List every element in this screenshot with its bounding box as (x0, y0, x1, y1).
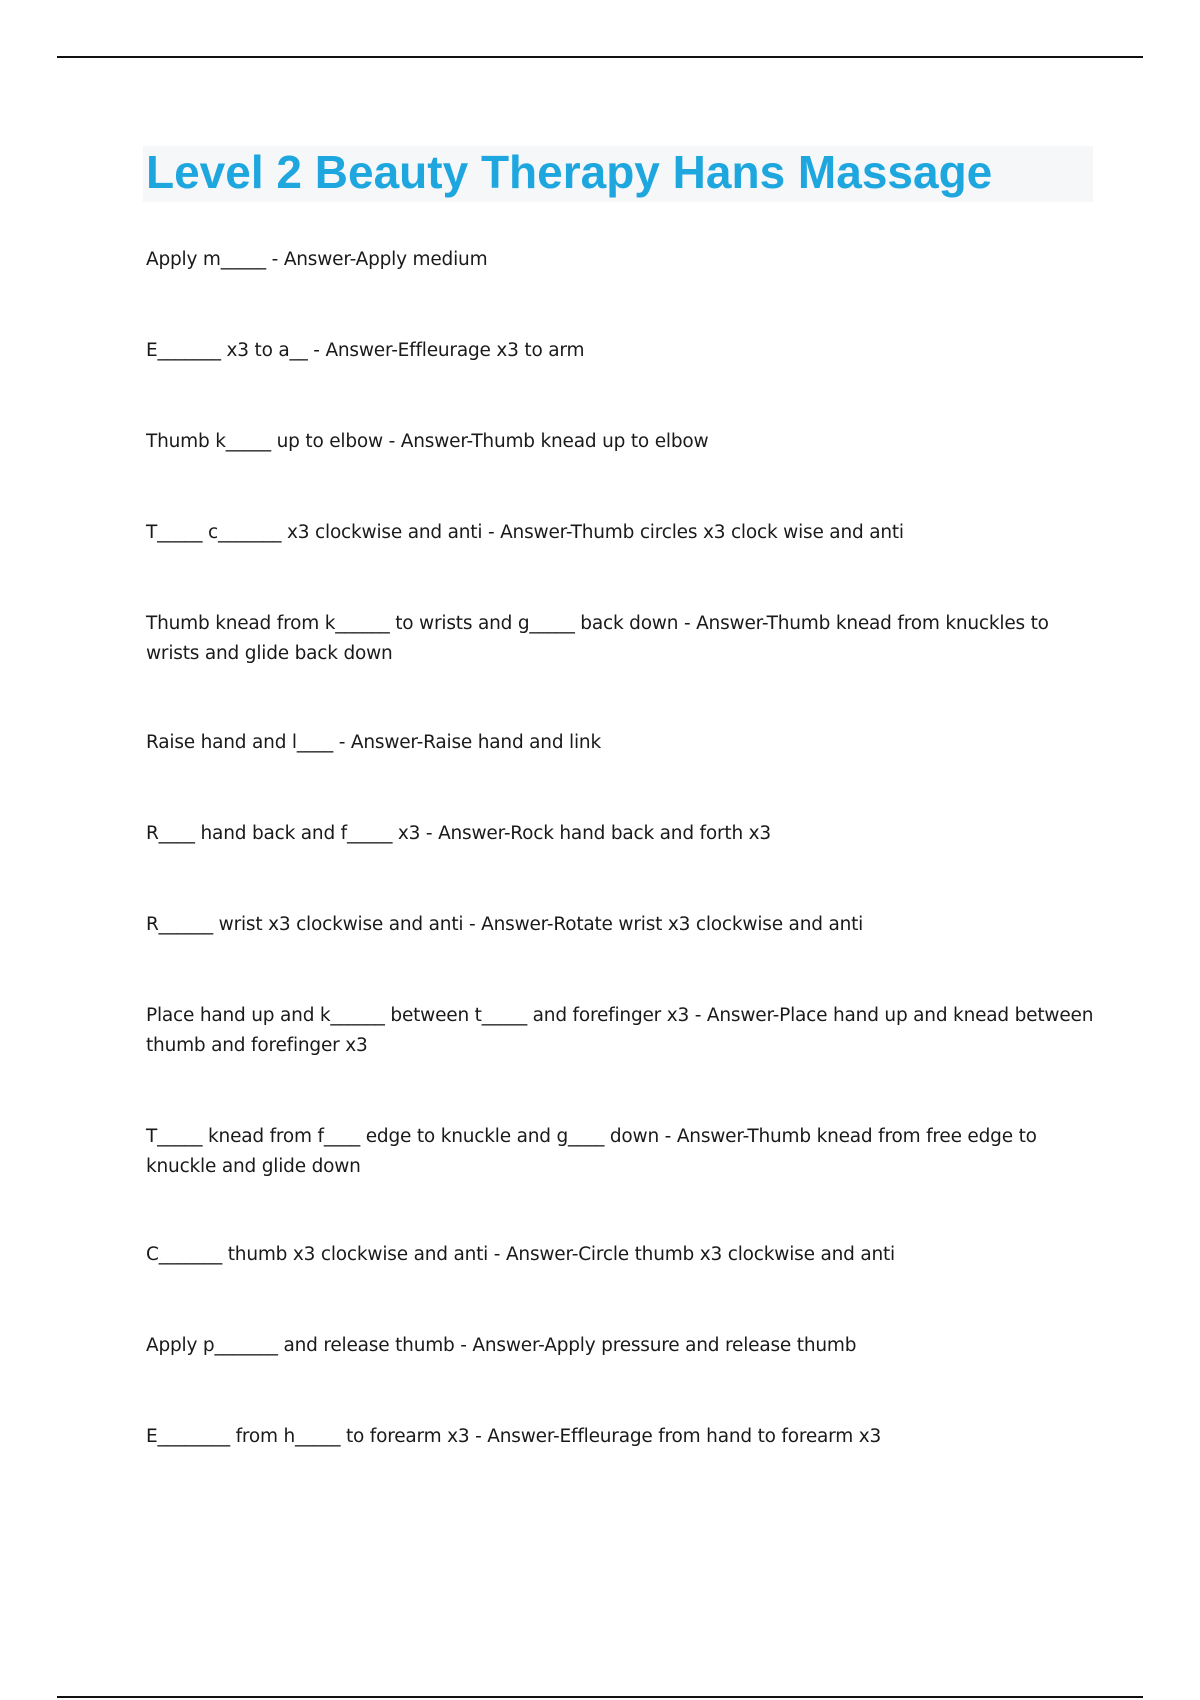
qa-item: Raise hand and l____ - Answer-Raise hand and link (146, 732, 601, 753)
bottom-rule (57, 1696, 1143, 1698)
qa-item: R______ wrist x3 clockwise and anti - Answer-Rotate wrist x3 clockwise and anti (146, 914, 864, 935)
qa-item: E_______ x3 to a__ - Answer-Effleurage x3 to arm (146, 340, 585, 361)
qa-item: R____ hand back and f_____ x3 - Answer-Rock hand back and forth x3 (146, 823, 771, 844)
qa-item: Thumb k_____ up to elbow - Answer-Thumb knead up to elbow (146, 431, 709, 452)
top-rule (57, 56, 1143, 58)
document-title: Level 2 Beauty Therapy Hans Massage (146, 146, 993, 198)
qa-item: C_______ thumb x3 clockwise and anti - Answer-Circle thumb x3 clockwise and anti (146, 1244, 895, 1265)
qa-item: T_____ c_______ x3 clockwise and anti - Answer-Thumb circles x3 clock wise and anti (146, 522, 904, 543)
qa-item: T_____ knead from f____ edge to knuckle and g____ down - Answer-Thumb knead from free edge to knuckle and glide down (146, 1126, 1037, 1177)
qa-item: E________ from h_____ to forearm x3 - Answer-Effleurage from hand to forearm x3 (146, 1426, 882, 1447)
qa-item: Thumb knead from k______ to wrists and g_____ back down - Answer-Thumb knead from knuckles to wrists and glide back down (146, 613, 1049, 664)
qa-item: Apply m_____ - Answer-Apply medium (146, 249, 488, 270)
qa-item: Apply p_______ and release thumb - Answer-Apply pressure and release thumb (146, 1335, 857, 1356)
qa-item: Place hand up and k______ between t_____ and forefinger x3 - Answer-Place hand up and knead between thumb and forefinger x3 (146, 1005, 1094, 1056)
